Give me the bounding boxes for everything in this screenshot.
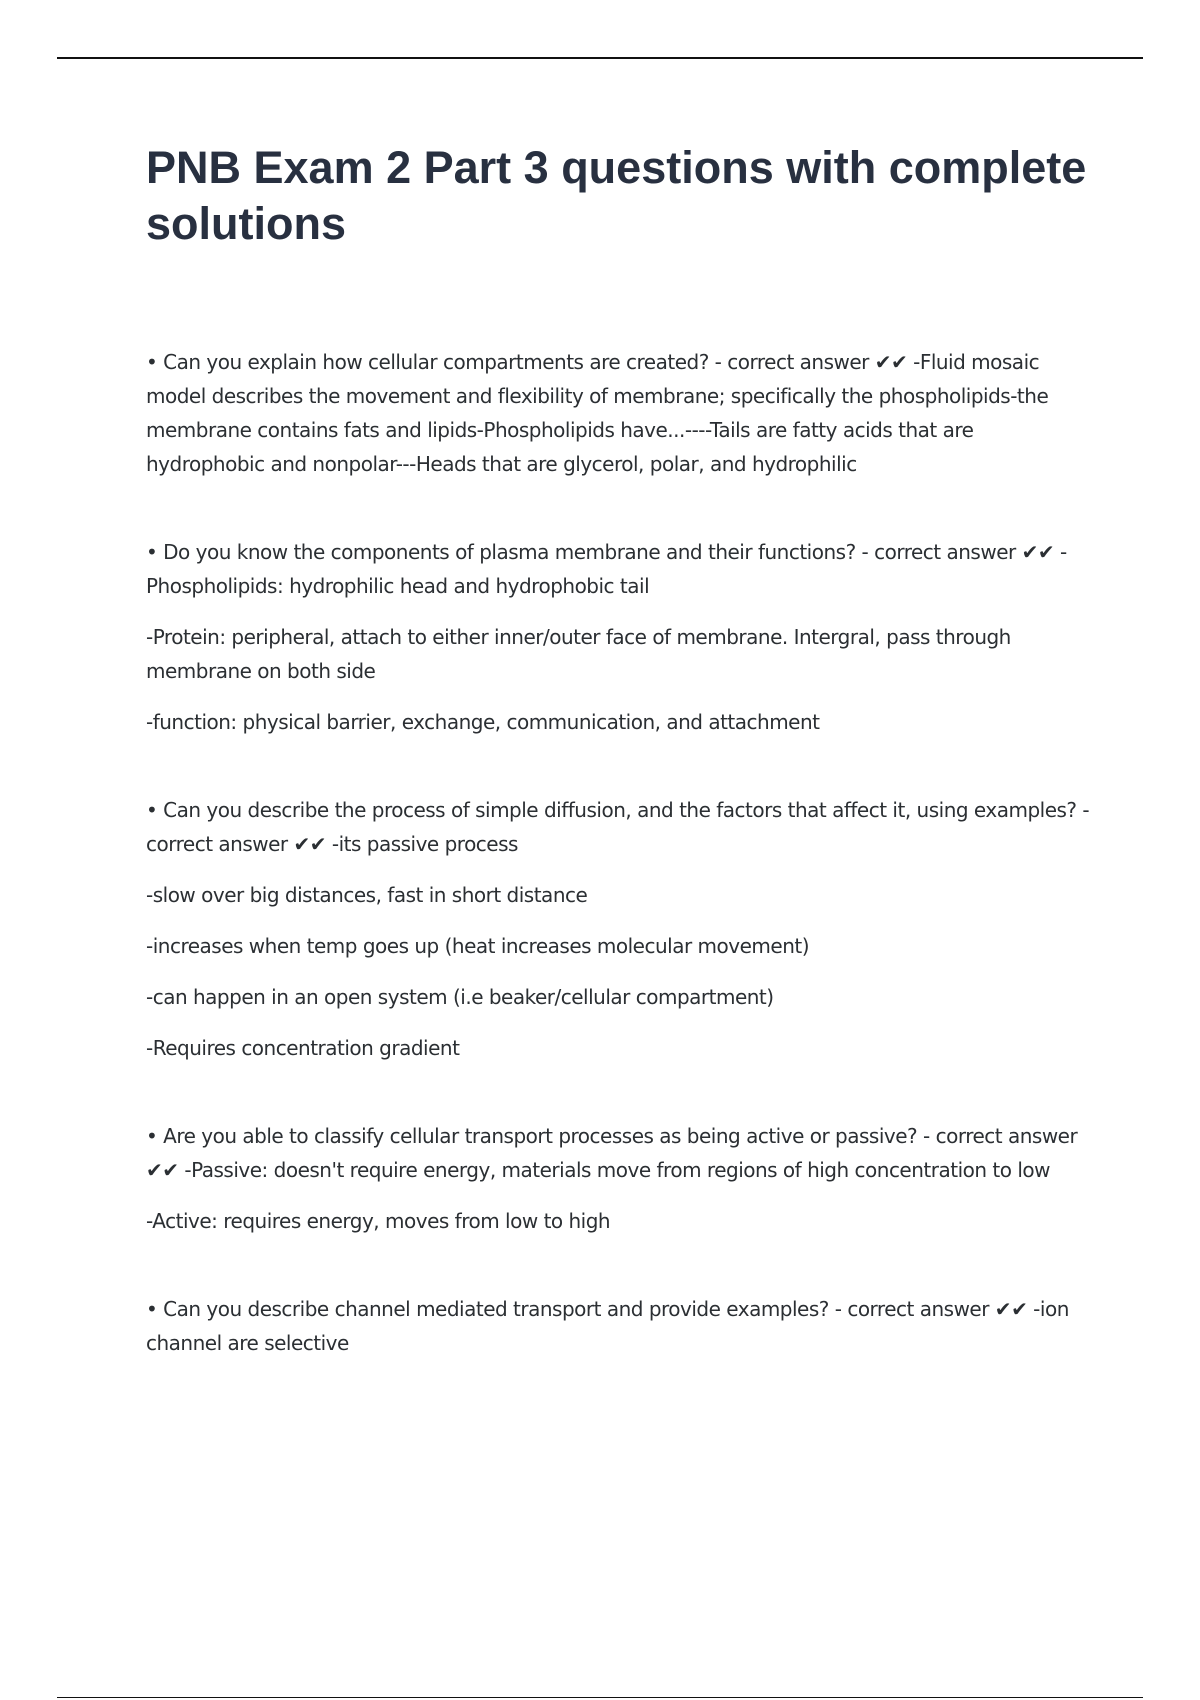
question-paragraph: • Can you describe the process of simple diffusion, and the factors that affect it, using examples? - correct answer ✔✔ -its passive process [146, 798, 1090, 856]
question-block-3 [146, 793, 1096, 1065]
answer-paragraph: -can happen in an open system (i.e beaker/cellular compartment) [146, 985, 774, 1009]
question-paragraph: • Can you explain how cellular compartments are created? - correct answer ✔✔ -Fluid mosaic model describes the movement and flexibility of membrane; specifically the phospholipids-the membrane contains fats and lipids-Phospholipids have...----Tails are fatty acids that are hydrophobic and nonpolar---Heads that are glycerol, polar, and hydrophilic [146, 350, 1049, 476]
answer-paragraph: -Active: requires energy, moves from low to high [146, 1209, 611, 1233]
answer-paragraph: -Requires concentration gradient [146, 1036, 460, 1060]
question-paragraph: • Can you describe channel mediated transport and provide examples? - correct answer ✔✔ -ion channel are selective [146, 1297, 1069, 1355]
question-block-2 [146, 535, 1096, 739]
question-paragraph: • Do you know the components of plasma membrane and their functions? - correct answer ✔✔ -Phospholipids: hydrophilic head and hydrophobic tail [146, 540, 1067, 598]
bottom-rule [57, 1697, 1143, 1698]
document-page [146, 140, 1096, 1414]
question-list [146, 345, 1096, 1360]
question-block-5 [146, 1292, 1096, 1360]
document-title: PNB Exam 2 Part 3 questions with complete solutions [146, 142, 1087, 249]
question-paragraph: • Are you able to classify cellular transport processes as being active or passive? - correct answer ✔✔ -Passive: doesn't require energy, materials move from regions of high concentration to low [146, 1124, 1078, 1182]
answer-paragraph: -slow over big distances, fast in short distance [146, 883, 588, 907]
question-block-4 [146, 1119, 1096, 1238]
answer-paragraph: -increases when temp goes up (heat increases molecular movement) [146, 934, 810, 958]
answer-paragraph: -function: physical barrier, exchange, communication, and attachment [146, 710, 820, 734]
answer-paragraph: -Protein: peripheral, attach to either inner/outer face of membrane. Intergral, pass through membrane on both side [146, 625, 1011, 683]
question-block-1 [146, 345, 1096, 481]
top-rule [57, 57, 1143, 59]
